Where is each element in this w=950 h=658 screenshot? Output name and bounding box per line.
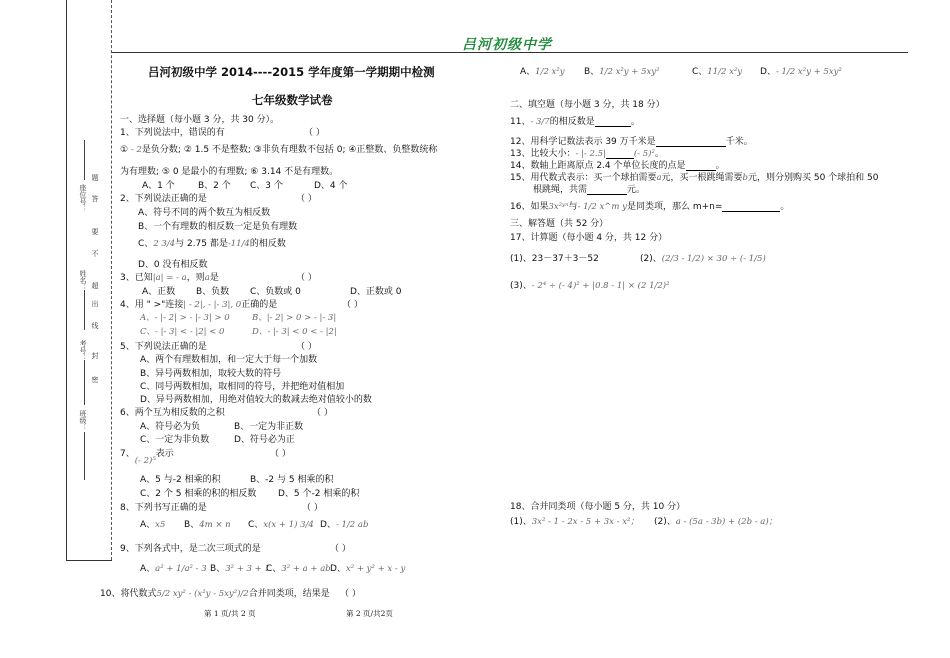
q16 (510, 199, 789, 212)
q16-answer-blank[interactable] (722, 202, 780, 212)
q7-math: (- 2)⁵ (134, 456, 156, 466)
q4-paren: （ ） (342, 300, 363, 310)
q11-answer-blank[interactable] (595, 117, 631, 127)
q18-1-label: (1)、 (510, 517, 532, 527)
q11-text: 的相反数是 (549, 117, 595, 127)
q15-text4: 根跳绳，共需 (533, 185, 588, 195)
q15-var-b: b (742, 173, 748, 183)
q17-3-label: (3)、 (510, 281, 532, 291)
q3-option-c: C、负数或 0 (250, 287, 301, 297)
q16-text: 16、如果 (510, 202, 549, 212)
q6-option-d: D、符号必为正 (234, 435, 295, 445)
q2-option-d: D、0 没有相反数 (138, 260, 208, 270)
q3-text2: ，则 (186, 273, 205, 283)
q2-option-a: A、符号不同的两个数互为相反数 (138, 208, 271, 218)
q10-text2: 合并同类项，结果是 (248, 589, 330, 599)
q2-option-c (138, 236, 286, 249)
q6-paren: （ ） (312, 408, 333, 418)
section-choice-heading: 一、选择题（每小题 3 分，共 30 分）。 (120, 115, 280, 125)
q9-paren: （ ） (330, 544, 351, 554)
page-number-right: 第 2 页/共2页 (346, 609, 393, 618)
q9-c-math: 3² + a + ab (281, 564, 331, 574)
q16-math1: 3x²ʸⁿ (548, 202, 569, 212)
q10-d-math: - 1/2 x²y + 5xy² (775, 67, 842, 77)
q5-option-a: A、两个有理数相加，和一定大于每一个加数 (140, 355, 318, 365)
q6-option-a: A、符号必为负 (140, 422, 201, 432)
q17-2-label: (2)、 (640, 254, 662, 264)
q9-d-label: D、 (330, 564, 346, 574)
q6-option-b: B、一定为非正数 (234, 422, 304, 432)
q12-text: 12、用科学记数法表示 39 万千米是 (510, 137, 656, 147)
q16-text2: 与 (568, 202, 578, 212)
q10-c-label: C、 (692, 67, 708, 77)
q10-option-a (520, 64, 565, 77)
q15-line2 (533, 182, 645, 195)
q7-paren: （ ） (270, 449, 291, 459)
q4-option-d: D、- |- 3| < 0 < - |2| (252, 327, 337, 337)
q15-var-a: a (656, 173, 662, 183)
q8-c-label: C、 (248, 520, 264, 530)
seal-word: 不 (91, 250, 99, 257)
q11-math: - 3/7 (530, 117, 550, 127)
seal-blank (84, 140, 85, 180)
q9-stem: 9、下列各式中，是二次三项式的是 (120, 544, 261, 554)
q2-c-text: 与 2.75 都是 (175, 239, 228, 249)
q6-option-c: C、一定为非负数 (140, 435, 210, 445)
page-number-left: 第 1 页/共 2 页 (204, 609, 256, 618)
q2-option-b: B、一个有理数的相反数一定是负有理数 (138, 222, 298, 232)
q8-stem: 8、下列书写正确的是 (120, 503, 207, 513)
q3-text: 3、已知 (120, 273, 153, 283)
seal-word: 题 (91, 174, 99, 181)
q5-option-d: D、异号两数相加，用绝对值较大的数减去绝对值较小的数 (140, 395, 372, 405)
q7-text: 7、 (120, 449, 135, 459)
q15-text1: 15、用代数式表示：买一个球拍需要 (510, 173, 657, 183)
q8-c-math: x(x + 1) 3/4 (263, 520, 314, 530)
q5-option-b: B、异号两数相加，取较大数的符号 (140, 369, 282, 379)
q1-option-b: B、2 个 (198, 181, 231, 191)
q10-a-label: A、 (520, 67, 536, 77)
q10-a-math: 1/2 x²y (535, 67, 565, 77)
seal-word: 出 (91, 300, 99, 307)
q3-paren: （ ） (296, 273, 317, 283)
q8-option-a (140, 517, 165, 530)
q3-stem (120, 270, 219, 283)
seal-word: 线 (91, 322, 99, 329)
q1-option-a: A、1 个 (142, 181, 175, 191)
q13-end: 。 (654, 149, 664, 159)
q13-math1: - |- 2.5| (575, 149, 606, 159)
q13-text: 13、比较大小： (510, 149, 576, 159)
q8-b-math: 4m × n (199, 520, 231, 530)
q3-text3: 是 (209, 273, 219, 283)
q5-stem: 5、下列说法正确的是 (120, 342, 207, 352)
q17-1: (1)、23－37＋3－52 (510, 254, 599, 264)
q18-stem: 18、合并同类项（每小题 5 分，共 10 分） (510, 502, 686, 512)
q8-d-math: - 1/2 ab (335, 520, 369, 530)
q8-a-math: x5 (155, 520, 166, 530)
q7-option-c: C、2 个 5 相乘的积的相反数 (140, 489, 257, 499)
school-logo: 吕河初级中学 (462, 37, 552, 53)
q10-b-math: 1/2 x²y + 5xy² (599, 67, 660, 77)
q15-text2: 元，买一根跳绳需要 (661, 173, 743, 183)
q16-end: 。 (780, 202, 790, 212)
q17-3 (510, 278, 670, 291)
q10-text: 10、将代数式 (100, 589, 157, 599)
exam-no-label: 考号： (79, 340, 87, 361)
section-fill-heading: 二、填空题（每小题 3 分，共 18 分） (510, 100, 665, 110)
q10-option-c (692, 64, 742, 77)
q14-end: 。 (715, 161, 725, 171)
q4-stem (120, 297, 277, 310)
q11-label: 11、 (510, 117, 531, 127)
q2-c-math2: -11/4 (227, 239, 250, 249)
q7-option-a: A、5 与-2 相乘的积 (140, 475, 221, 485)
q12-answer-blank[interactable] (656, 137, 726, 147)
q18-2 (654, 514, 777, 527)
q10-c-math: 11/2 x²y (707, 67, 743, 77)
q1-paren: （ ） (304, 128, 325, 138)
q3-option-d: D、正数或 0 (350, 287, 402, 297)
seal-outer-line (66, 0, 67, 560)
q16-text3: 是同类项，那么 m+n= (626, 202, 723, 212)
q18-2-math: a - (5a - 3b) + (2b - a)； (675, 517, 778, 527)
q9-a-math: a² + 1/a² - 3 (155, 564, 207, 574)
seal-blank (84, 290, 85, 330)
q7-stem (120, 446, 174, 466)
q13-math2: (- 5)² (633, 149, 655, 159)
q1-option-c: C、3 个 (250, 181, 283, 191)
q17-stem: 17、计算题（每小题 4 分，共 12 分） (510, 233, 668, 243)
q10-math: 5/2 xy² - (x²y - 5xy²)/2 (156, 589, 249, 599)
q18-1 (510, 514, 639, 527)
section-answer-heading: 三、解答题（共 52 分） (510, 219, 609, 229)
q17-3-math: - 2⁴ ÷ (- 4)² + |0.8 - 1| × (2 1/2)² (531, 281, 670, 291)
q5-option-c: C、同号两数相加，取相同的符号，并把绝对值相加 (140, 382, 345, 392)
exam-title: 吕河初级中学 2014----2015 学年度第一学期期中检测 (148, 65, 435, 79)
q1-line1-text: 是负分数; ② 1.5 不是整数; ③非负有理数不包括 0; ④正整数、负整数统称 (141, 145, 438, 155)
q3-option-a: A、正数 (142, 287, 176, 297)
q9-a-label: A、 (140, 564, 156, 574)
q8-d-label: D、 (320, 520, 336, 530)
q2-c-math1: 2 3/4 (153, 239, 176, 249)
q1-line2: 为有理数; ⑤ 0 是最小的有理数; ⑥ 3.14 不是有理数。 (120, 167, 339, 177)
q10-paren: （ ） (340, 589, 361, 599)
q10-stem (100, 586, 330, 599)
seal-word: 封 (91, 352, 99, 359)
seal-bottom-line (66, 560, 112, 561)
q16-math2: - 1/2 x^m y (577, 202, 627, 212)
q8-b-label: B、 (184, 520, 200, 530)
q8-option-c (248, 517, 314, 530)
q8-option-b (184, 517, 231, 530)
q15-end: 元。 (627, 185, 646, 195)
q14-text: 14、数轴上距离原点 2.4 个单位长度的点是 (510, 161, 686, 171)
q9-b-math: 3² + 3 + 1 (225, 564, 270, 574)
q9-d-math: x² + y² + x - y (345, 564, 406, 574)
q4-option-b: B、|- 2| > 0 > - |- 3| (252, 313, 337, 323)
q3-option-b: B、负数 (196, 287, 230, 297)
seal-word: 要 (91, 228, 99, 235)
q9-option-b (210, 561, 270, 574)
q9-option-c (266, 561, 331, 574)
q17-2 (640, 251, 766, 264)
q7-option-d: D、5 个-2 相乘的积 (278, 489, 360, 499)
q2-stem: 2、下列说法正确的是 (120, 194, 207, 204)
seal-word: 答 (91, 195, 99, 202)
q3-math2: a (204, 273, 210, 283)
q10-b-label: B、 (584, 67, 600, 77)
q15-text3: 元，则分别购买 50 个球拍和 50 (748, 173, 879, 183)
q4-option-c: C、- |- 3| < - |2| < 0 (140, 327, 225, 337)
seal-blank (84, 432, 85, 480)
q18-2-label: (2)、 (654, 517, 676, 527)
q4-text: 4、用 " >"连接 (120, 300, 184, 310)
header-rule (112, 52, 908, 53)
class-label: 班级： (79, 410, 87, 431)
q1-option-d: D、4 个 (314, 181, 348, 191)
q2-c-label: C、 (138, 239, 154, 249)
q1-line1: ① - 2是负分数; ② 1.5 不是整数; ③非负有理数不包括 0; ④正整数、负整数统称 (120, 145, 438, 155)
q4-option-a: A、- |- 2| > - |- 3| > 0 (140, 313, 230, 323)
q8-a-label: A、 (140, 520, 156, 530)
q1-stem: 1、下列说法中，错误的有 (120, 128, 225, 138)
seal-blank (84, 360, 85, 405)
q11-end: 。 (630, 117, 640, 127)
q9-b-label: B、 (210, 564, 226, 574)
exam-subtitle: 七年级数学试卷 (252, 93, 333, 107)
q15-answer-blank[interactable] (587, 185, 627, 195)
q10-d-label: D、 (760, 67, 776, 77)
q17-2-math: (2/3 - 1/2) × 30 ÷ (- 1/5) (661, 254, 766, 264)
q10-option-d (760, 64, 842, 77)
q9-c-label: C、 (266, 564, 282, 574)
position-label: 座位号： (79, 184, 87, 212)
q2-c-tail: 的相反数 (249, 239, 286, 249)
q8-option-d (320, 517, 368, 530)
q11 (510, 114, 640, 127)
q9-option-d (330, 561, 405, 574)
q7-text2: 表示 (155, 449, 174, 459)
q10-option-b (584, 64, 660, 77)
q2-paren: （ ） (296, 194, 317, 204)
q4-math: | - 2|, - |- 3|, 0 (183, 300, 242, 310)
q5-paren: （ ） (296, 342, 317, 352)
q8-paren: （ ） (302, 503, 323, 513)
q12-end: 千米。 (725, 137, 753, 147)
q9-option-a (140, 561, 207, 574)
q1-math: - 2 (130, 145, 142, 155)
seal-word: 密 (91, 376, 99, 383)
q18-1-math: 3x² - 1 - 2x - 5 + 3x - x²； (531, 517, 639, 527)
q7-option-b: B、-2 与 5 相乘的积 (250, 475, 334, 485)
seal-word: 超 (91, 282, 99, 289)
name-label: 姓名： (79, 270, 87, 291)
q6-stem: 6、两个互为相反数的之积 (120, 408, 225, 418)
q3-math: |a| = - a (152, 273, 187, 283)
seal-inner-line (111, 0, 112, 560)
q4-text2: 正确的是 (241, 300, 278, 310)
